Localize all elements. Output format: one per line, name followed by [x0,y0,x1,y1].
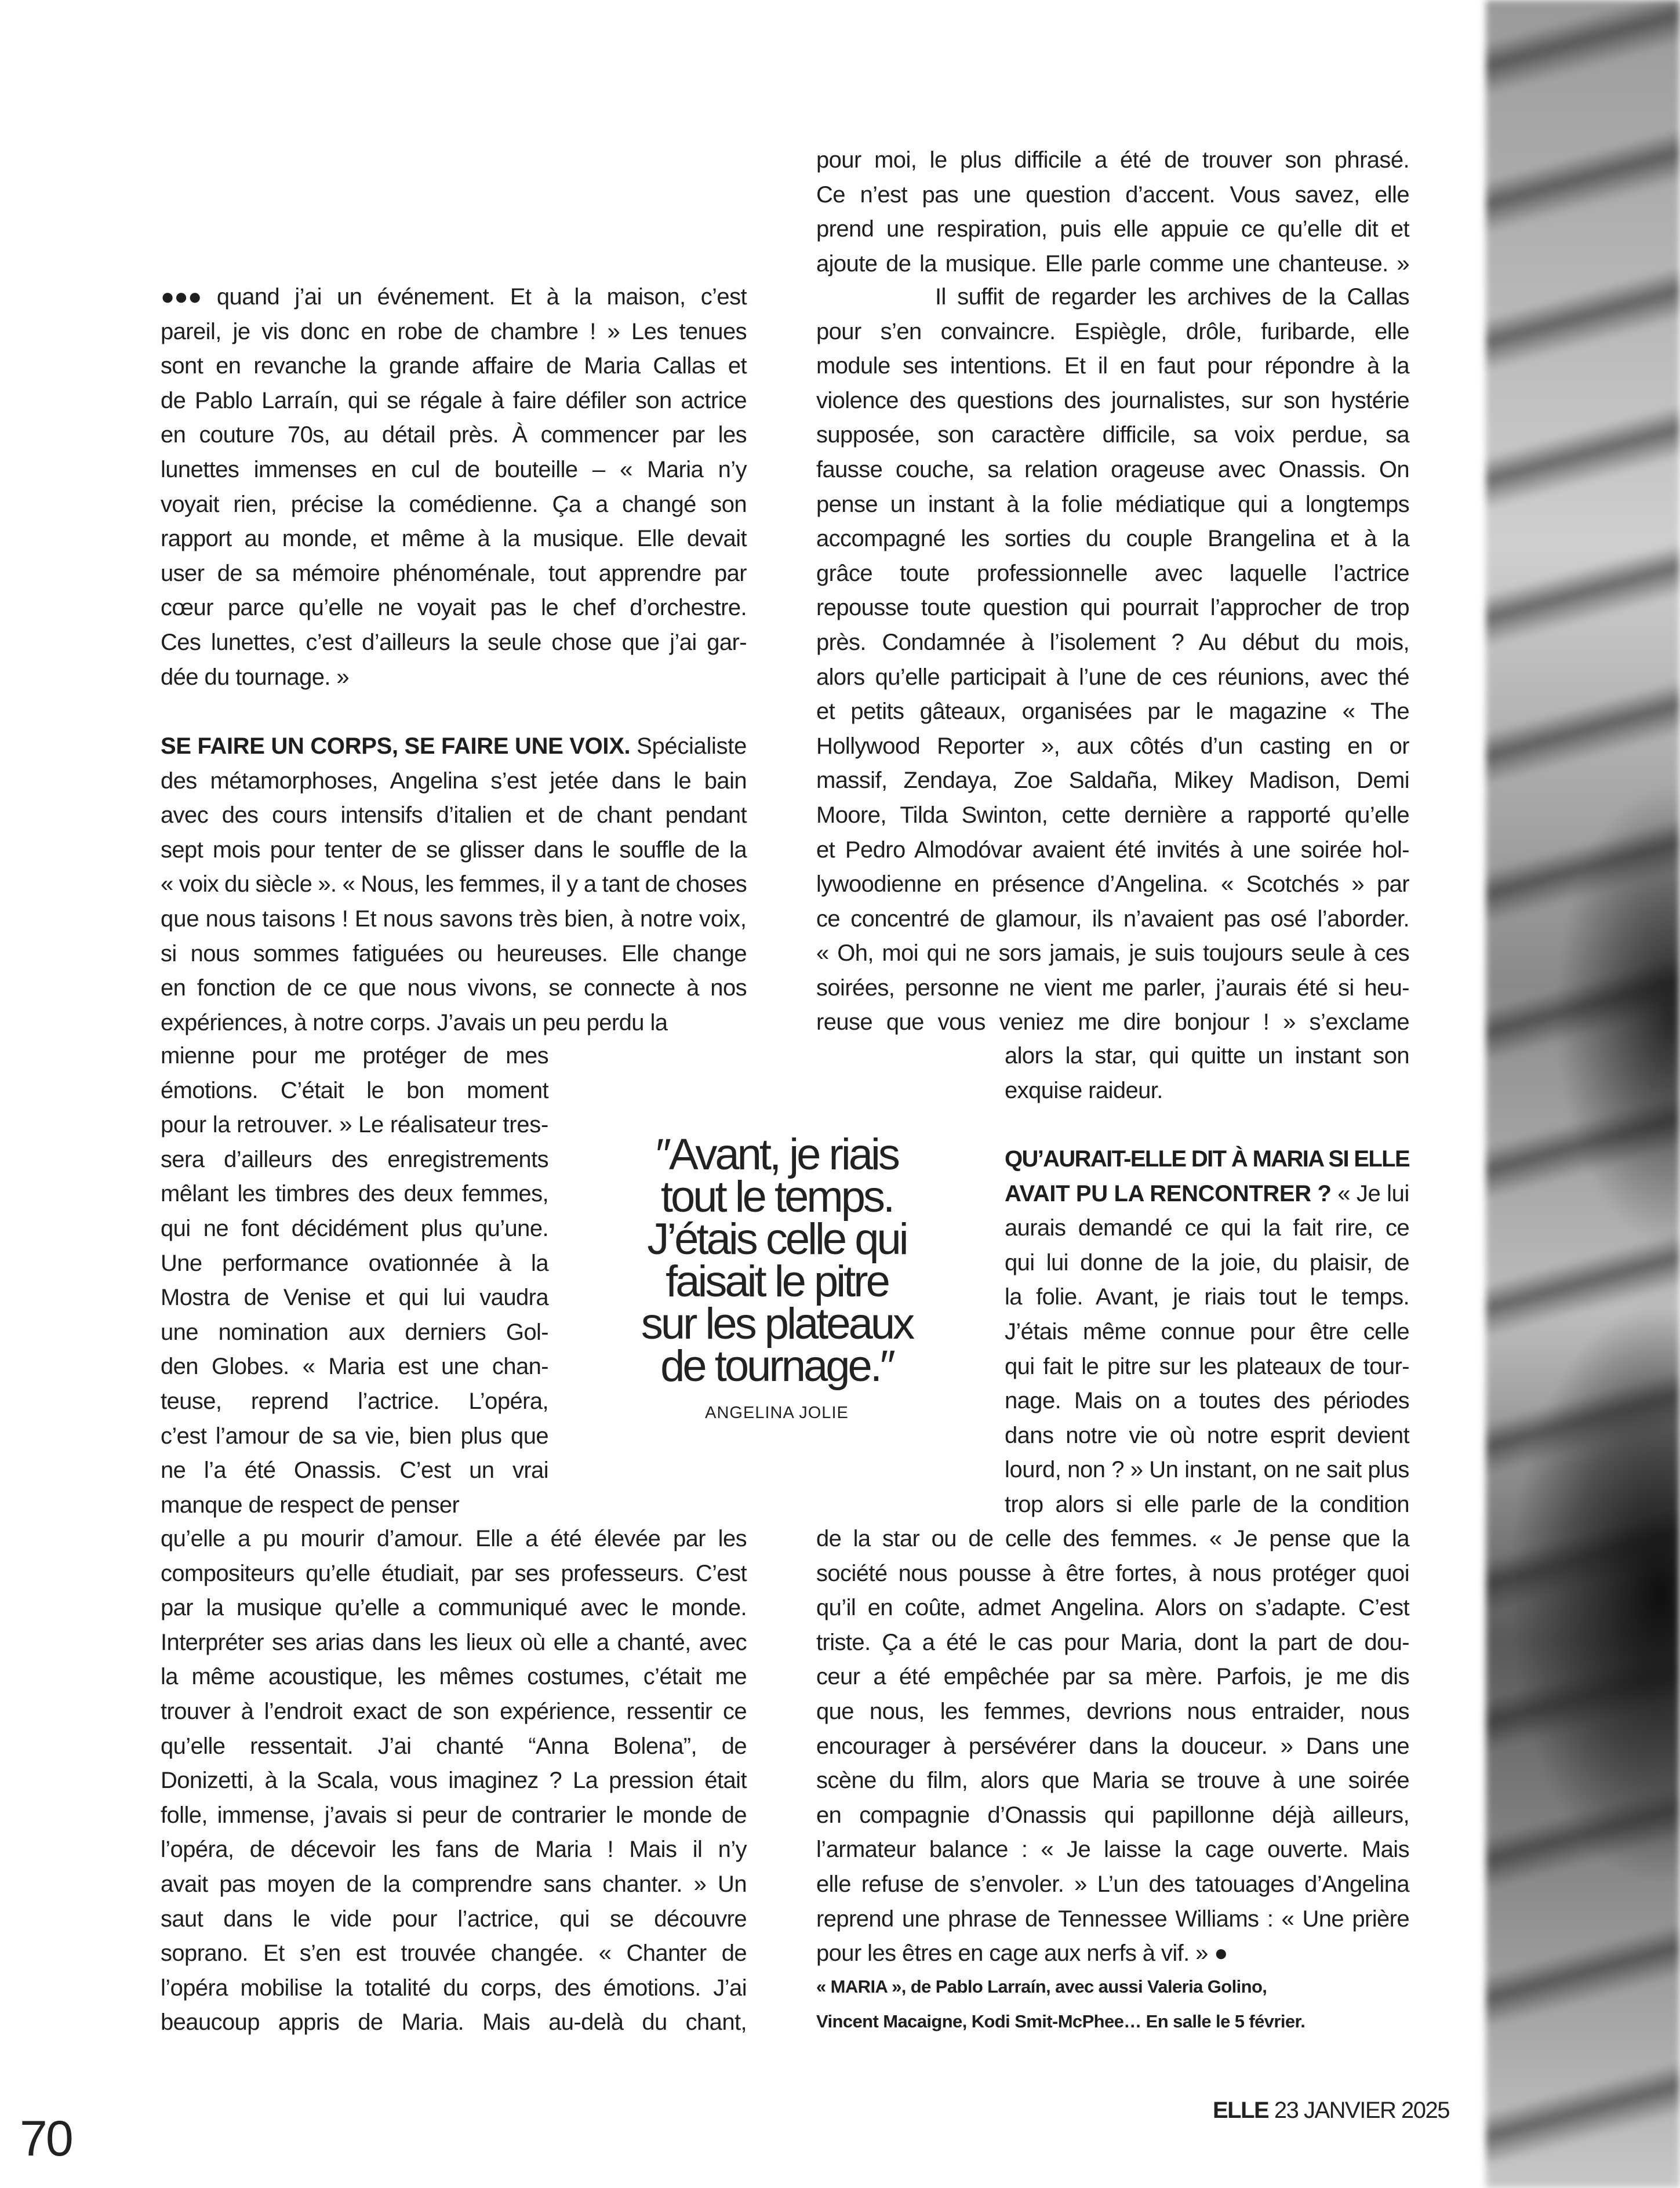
text-line [161,764,747,799]
text-line [816,522,1409,557]
text-line-content: soirées, personne ne vient me parler, j’aurais été si heu- [816,975,1409,1001]
article-right-block-2 [816,280,1409,1040]
text-line-content: de la star ou de celle des femmes. « Je pense que la [816,1526,1409,1551]
text-line-content: ce concentré de glamour, ils n’avaient pas osé l’aborder. [816,906,1409,932]
text-line-content: qui lui donne de la joie, du plaisir, de [1005,1249,1409,1275]
pull-quote-line: sur les plateaux [641,1299,913,1349]
text-line-content: l’opéra, de décevoir les fans de Maria ! Mais il n’y [161,1837,747,1863]
text-line-content: triste. Ça a été le cas pour Maria, dont la part de dou- [816,1629,1409,1655]
text-line-content: repousse toute question qui pourrait l’approcher de trop [816,595,1409,621]
text-line-content: ceur a été empêchée par sa mère. Parfois, je me dis [816,1664,1409,1690]
text-line [161,557,747,591]
text-line [161,1246,548,1281]
text-line [816,798,1409,833]
pull-quote-line: J’étais celle qui [647,1215,907,1264]
text-line [161,1867,747,1902]
text-line [161,1798,747,1833]
text-line [161,1833,747,1867]
text-line [816,178,1409,213]
text-line [161,453,747,488]
text-line [161,902,747,937]
text-line [161,1006,747,1041]
article-right-block-1 [816,143,1409,281]
text-line [816,143,1409,178]
text-line-content: supposée, son caractère difficile, sa voix perdue, sa [816,422,1409,448]
text-line-content: compositeurs qu’elle étudiait, par ses professeurs. C’est [161,1560,747,1586]
text-line [816,1969,1409,2004]
text-line [1005,1419,1409,1453]
text-line-content: qu’elle ressentait. J’ai chanté “Anna Bolena”, de [161,1733,747,1759]
text-line [1005,1177,1409,1212]
article-left-block-1 [161,280,747,695]
text-line [161,1177,548,1212]
text-line-content: que nous, les femmes, devrions nous entraider, nous [816,1698,1409,1724]
text-line-content: de Pablo Larraín, qui se régale à faire défiler son actrice [161,387,747,413]
text-line-content: émotions. C’était le bon moment [161,1077,548,1103]
page-number: 70 [20,2111,72,2167]
text-line-content: sept mois pour tenter de se glisser dans le souffle de la [161,837,747,863]
text-line-content: fausse couche, sa relation orageuse avec Onassis. On [816,456,1409,482]
text-line [161,280,747,315]
text-line-content: teuse, reprend l’actrice. L’opéra, [161,1388,548,1414]
text-line [816,591,1409,626]
text-line-content: en fonction de ce que nous vivons, se connecte à nos [161,975,747,1001]
article-right-block-4 [1005,1142,1409,1522]
text-line-content: reprend une phrase de Tennessee Williams : « Une prière [816,1906,1409,1932]
text-line [161,1971,747,2006]
text-line [161,1384,548,1419]
text-line-content [1005,1177,1409,1212]
text-line-content: pour la retrouver. » Le réalisateur tres- [161,1112,548,1138]
text-line [161,1074,548,1108]
text-line [816,2004,1409,2039]
text-line-content: rapport au monde, et même à la musique. Elle devait [161,526,747,552]
text-line-content: ne l’a été Onassis. C’est un vrai [161,1458,548,1484]
text-line-content: accompagné les sorties du couple Brangelina et à la [816,526,1409,552]
text-line [816,453,1409,488]
text-line [1005,1246,1409,1281]
text-line-content: la même acoustique, les mêmes costumes, c’était me [161,1664,747,1690]
text-line-content: alors qu’elle participait à l’une de ces réunions, avec thé [816,664,1409,690]
text-line-content: qu’il en coûte, admet Angelina. Alors on s’adapte. C’est [816,1595,1409,1621]
text-line-content: J’étais même connue pour être celle [1005,1318,1409,1344]
text-line [161,937,747,972]
text-line-content: prend une respiration, puis elle appuie ce qu’elle dit et [816,216,1409,242]
text-line-content: « Oh, moi qui ne sors jamais, je suis toujours seule à ces [816,940,1409,966]
pull-quote-line: faisait le pitre [666,1257,888,1306]
text-line-content: « MARIA », de Pablo Larraín, avec aussi Valeria Golino, [816,1976,1267,1997]
text-line-content: que nous taisons ! Et nous savons très bien, à notre voix, [161,906,747,932]
text-line [1005,1350,1409,1384]
text-line-content: trop alors si elle parle de la condition [1005,1491,1409,1517]
text-line [816,902,1409,937]
text-run: Spécialiste [630,733,747,759]
text-line [161,971,747,1006]
photo-strip [1486,0,1680,2188]
text-line-content: Moore, Tilda Swinton, cette dernière a rapporté qu’elle [816,802,1409,828]
text-line-content: pour les êtres en cage aux nerfs à vif. » ● [816,1940,1228,1967]
text-line [816,1591,1409,1626]
text-line-content: cœur parce qu’elle ne voyait pas le chef d’orchestre. [161,595,747,621]
text-line-content: « voix du siècle ». « Nous, les femmes, il y a tant de choses [161,871,747,897]
text-line [1005,1315,1409,1350]
text-line-content: exquise raideur. [1005,1077,1163,1103]
text-line [816,1798,1409,1833]
text-line-content: den Globes. « Maria est une chan- [161,1354,548,1380]
pull-quote [632,1130,922,1423]
text-line [161,1453,548,1488]
text-line-content: pour moi, le plus difficile a été de trouver son phrasé. [816,147,1409,173]
text-line [816,315,1409,350]
text-line [816,867,1409,902]
text-line [816,1005,1409,1040]
text-line [816,280,1409,315]
text-line [161,2005,747,2040]
text-line [161,315,747,350]
text-line-content: saut dans le vide pour l’actrice, qui se découvre [161,1906,747,1932]
text-line-content: nage. Mais on a toutes des périodes [1005,1388,1409,1414]
text-line [1005,1488,1409,1522]
text-line-content: aurais demandé ce qui la fait rire, ce [1005,1215,1409,1241]
text-line-content: Ce n’est pas une question d’accent. Vous savez, elle [816,181,1409,208]
text-line [161,349,747,384]
text-line-content: Mostra de Venise et qui lui vaudra [161,1285,548,1311]
text-line [816,936,1409,971]
text-line [1005,1453,1409,1488]
text-line-content: lunettes immenses en cul de bouteille – « Maria n’y [161,456,747,482]
text-line-content: scène du film, alors que Maria se trouve à une soirée [816,1768,1409,1794]
text-line-content: folle, immense, j’avais si peur de contrarier le monde de [161,1802,747,1828]
text-line-content: pareil, je vis donc en robe de chambre ! » Les tenues [161,318,747,344]
text-line-content: sont en revanche la grande affaire de Maria Callas et [161,353,747,379]
text-line [816,384,1409,419]
text-line-content: l’armateur balance : « Je laisse la cage ouverte. Mais [816,1837,1409,1863]
text-line-content: soprano. Et s’en est trouvée changée. « Chanter de [161,1940,747,1967]
text-line-content: par la musique qu’elle a communiqué avec le monde. [161,1595,747,1621]
article-right-block-5 [816,1522,1409,1971]
text-line [816,626,1409,660]
footer-issue [1213,2098,1449,2124]
text-line [161,1626,747,1660]
text-line-content: grâce toute professionnelle avec laquelle l’actrice [816,560,1409,586]
text-line-content: user de sa mémoire phénoménale, tout apprendre par [161,560,747,586]
text-line-content: société nous pousse à être fortes, à nous protéger quoi [816,1560,1409,1586]
text-line [816,1729,1409,1764]
text-line-content: une nomination aux derniers Gol- [161,1319,548,1345]
section-heading: QU’AURAIT-ELLE DIT À MARIA SI ELLE [1005,1146,1410,1172]
text-line [161,522,747,557]
text-line-content: elle refuse de s’envoler. » L’un des tatouages d’Angelina [816,1871,1409,1897]
text-line [161,1902,747,1937]
text-line [1005,1384,1409,1419]
text-line-content: c’est l’amour de sa vie, bien plus que [161,1423,548,1449]
text-line [816,1626,1409,1660]
text-line [161,1212,548,1246]
text-line [816,1695,1409,1729]
text-line-content: ajoute de la musique. Elle parle comme une chanteuse. » [816,250,1409,277]
article-left-block-2 [161,729,747,1040]
text-line [1005,1074,1409,1108]
text-line [1005,1142,1409,1177]
text-line-content: lourd, non ? » Un instant, on ne sait plus [1005,1457,1410,1483]
text-line [816,1660,1409,1695]
pull-quote-author: ANGELINA JOLIE [705,1404,849,1422]
text-line [816,1867,1409,1902]
text-line [1005,1039,1409,1074]
article-right-block-3 [1005,1039,1409,1108]
text-line [161,1350,548,1384]
text-line-content: Il suffit de regarder les archives de la Callas [935,284,1409,310]
text-line-content: Une performance ovationnée à la [161,1250,548,1276]
text-line-content: trouver à l’endroit exact de son expérience, ressentir ce [161,1698,747,1724]
pull-quote-line: ″Avant, je riais [656,1130,898,1179]
text-line [816,764,1409,798]
text-line [816,557,1409,591]
text-line-content: expériences, à notre corps. J’avais un peu perdu la [161,1009,668,1035]
text-line-content: ●●● quand j’ai un événement. Et à la maison, c’est [161,284,747,310]
text-line-content: des métamorphoses, Angelina s’est jetée dans le bain [161,768,747,794]
text-line-content: pense un instant à la folie médiatique qui a longtemps [816,491,1409,517]
text-line-content: qui fait le pitre sur les plateaux de tour- [1005,1353,1409,1379]
text-line-content: qui ne font décidément plus qu’une. [161,1215,548,1241]
text-line [816,418,1409,453]
text-line [161,833,747,868]
text-line [816,212,1409,247]
text-line-content: manque de respect de penser [161,1492,460,1518]
text-line-content: en couture 70s, au détail près. À commencer par les [161,422,747,448]
text-line-content: Interpréter ses arias dans les lieux où elle a chanté, avec [161,1629,747,1655]
text-line [161,729,747,764]
text-line-content: mienne pour me protéger de mes [161,1043,548,1068]
film-credits [816,1969,1409,2039]
text-line [161,1488,548,1523]
text-line [161,1419,548,1454]
text-line [161,1695,747,1729]
text-line-content: Ces lunettes, c’est d’ailleurs la seule chose que j’ai gar- [161,629,747,655]
section-heading: AVAIT PU LA RENCONTRER ? [1005,1180,1332,1206]
text-line [161,1660,747,1695]
article-left-block-4 [161,1522,747,2040]
text-line [816,488,1409,522]
text-line-content: avec des cours intensifs d’italien et de chant pendant [161,802,747,828]
text-line-content: violence des questions des journalistes, sur son hystérie [816,387,1409,413]
text-line-content: et Pedro Almodóvar avaient été invités à une soirée hol- [816,837,1409,863]
issue-date: 23 JANVIER 2025 [1274,2098,1449,2123]
text-line [816,1902,1409,1937]
text-line [816,1557,1409,1591]
text-line-content: encourager à persévérer dans la douceur. » Dans une [816,1733,1409,1759]
text-line [161,660,747,695]
text-line [816,1764,1409,1798]
text-line [816,1936,1409,1971]
text-line [161,1729,747,1764]
text-line-content: avait pas moyen de la comprendre sans chanter. » Un [161,1871,747,1897]
text-line-content: si nous sommes fatiguées ou heureuses. Elle change [161,940,747,966]
text-line [816,1522,1409,1557]
pull-quote-line: tout le temps. [660,1172,893,1222]
text-line [161,384,747,419]
text-line-content: et petits gâteaux, organisées par le magazine « The [816,699,1409,725]
text-line [161,1936,747,1971]
pull-quote-line: de tournage.″ [660,1342,893,1391]
text-line-content: massif, Zendaya, Zoe Saldaña, Mikey Madison, Demi [816,768,1409,794]
text-line [1005,1211,1409,1246]
text-line-content: en compagnie d’Onassis qui papillonne déjà ailleurs, [816,1802,1409,1828]
text-line-content: dée du tournage. » [161,664,350,690]
article-left-block-3 [161,1039,548,1522]
text-line [161,1591,747,1626]
section-heading: SE FAIRE UN CORPS, SE FAIRE UNE VOIX. [161,733,631,759]
text-line [161,1557,747,1591]
text-line-content: Donizetti, à la Scala, vous imaginez ? La pression était [161,1768,747,1794]
text-line-content: près. Condamnée à l’isolement ? Au début du mois, [816,629,1409,655]
text-line-content: pour s’en convaincre. Espiègle, drôle, furibarde, elle [816,318,1409,344]
text-line [161,418,747,453]
text-line-content: l’opéra mobilise la totalité du corps, des émotions. J’ai [161,1975,747,2001]
text-line-content: lywoodienne en présence d’Angelina. « Scotchés » par [816,871,1409,897]
text-line [161,626,747,660]
text-line [816,729,1409,764]
text-line [161,488,747,522]
text-line-content: Hollywood Reporter », aux côtés d’un casting en or [816,733,1409,759]
text-line-content: mêlant les timbres des deux femmes, [161,1181,548,1207]
text-line [161,1522,747,1557]
text-line [161,1143,548,1177]
text-line-content: beaucoup appris de Maria. Mais au-delà du chant, [161,2009,747,2036]
text-line-content: sera d’ailleurs des enregistrements [161,1146,548,1172]
text-line [1005,1280,1409,1315]
text-line [161,591,747,626]
text-line-content: voyait rien, précise la comédienne. Ça a changé son [161,491,747,517]
text-line [161,1315,548,1350]
text-line-content: alors la star, qui quitte un instant son [1005,1043,1409,1068]
text-line [816,971,1409,1006]
text-line-content [1005,1142,1409,1177]
text-line [816,695,1409,729]
text-line [161,798,747,833]
text-line [161,1281,548,1315]
text-run: « Je lui [1331,1180,1410,1206]
text-line-content: Vincent Macaigne, Kodi Smit-McPhee… En salle le 5 février. [816,2011,1306,2031]
text-line-content: reuse que vous veniez me dire bonjour ! » s’exclame [816,1009,1409,1035]
text-line [161,1764,747,1798]
text-line [816,247,1409,282]
text-line [816,660,1409,695]
text-line-content: dans notre vie où notre esprit devient [1005,1422,1409,1448]
text-line [816,833,1409,868]
text-line-content [161,729,747,764]
text-line-content: qu’elle a pu mourir d’amour. Elle a été élevée par les [161,1526,747,1551]
text-line-content: module ses intentions. Et il en faut pour répondre à la [816,353,1409,379]
text-line [816,1833,1409,1867]
text-line [161,867,747,902]
magazine-name: ELLE [1213,2098,1269,2123]
text-line [816,349,1409,384]
text-line [161,1039,548,1074]
text-line-content: la folie. Avant, je riais tout le temps. [1005,1284,1409,1310]
text-line [161,1108,548,1143]
